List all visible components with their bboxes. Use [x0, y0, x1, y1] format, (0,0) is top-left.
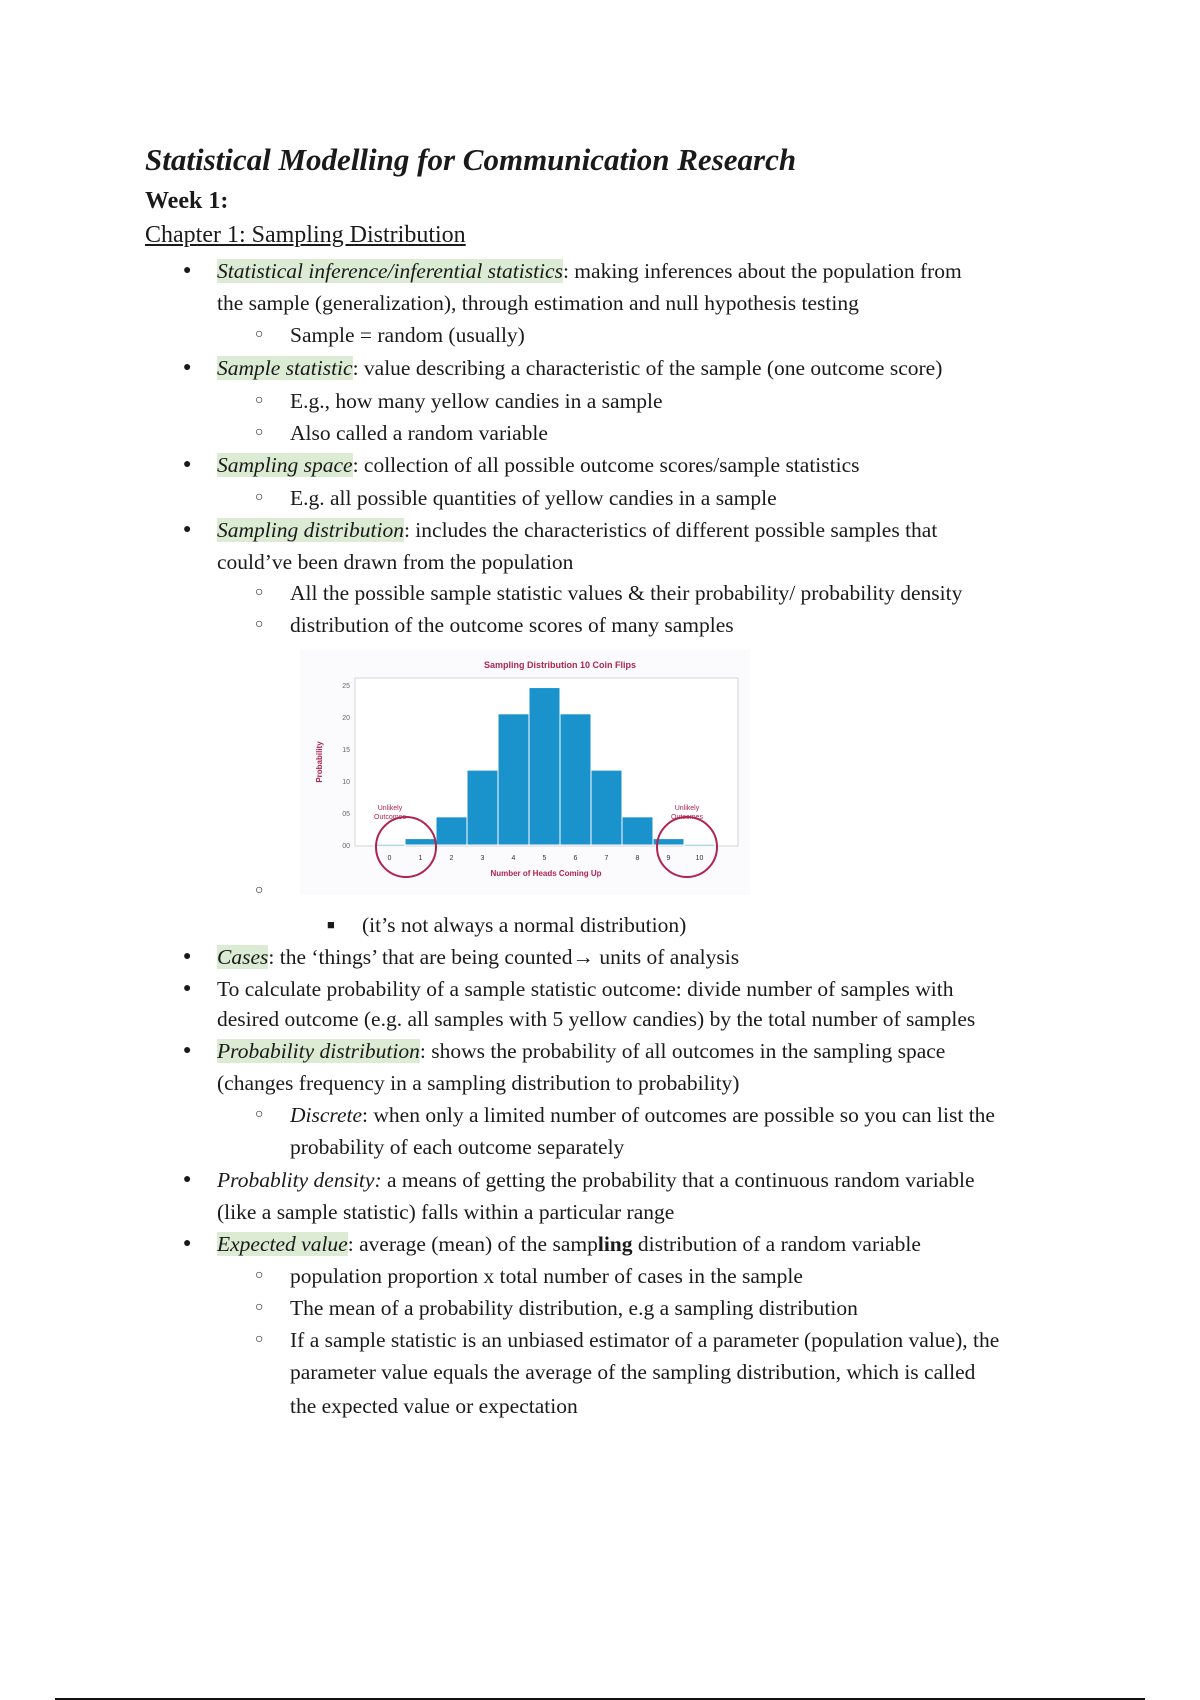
list-item: Statistical inference/inferential statistics: making inferences about the population from [217, 259, 962, 283]
circle-bullet-icon: ○ [255, 393, 264, 408]
bullet-icon: ● [183, 1236, 192, 1251]
circle-bullet-icon: ○ [255, 425, 264, 440]
bar-2 [436, 817, 467, 845]
bar-10 [684, 844, 715, 846]
list-item: Probablity density: a means of getting the probability that a continuous random variable [217, 1168, 975, 1192]
list-item: Sampling distribution: includes the characteristics of different possible samples that [217, 518, 938, 542]
list-item-continuation: could’ve been drawn from the population [217, 550, 574, 574]
circle-bullet-icon: ○ [255, 1268, 264, 1283]
y-tick-label: 05 [342, 811, 350, 818]
list-item-continuation: the expected value or expectation [290, 1394, 578, 1418]
circle-bullet-icon: ○ [255, 490, 264, 505]
list-item: Also called a random variable [290, 421, 548, 445]
document-title: Statistical Modelling for Communication Research [145, 142, 797, 177]
y-tick-label: 20 [342, 715, 350, 722]
bullet-icon: ● [183, 1043, 192, 1058]
bullet-icon: ● [183, 263, 192, 278]
bar-1 [405, 839, 436, 845]
chart-title: Sampling Distribution 10 Coin Flips [483, 660, 637, 670]
list-item-continuation: desired outcome (e.g. all samples with 5 yellow candies) by the total number of samples [217, 1007, 976, 1031]
square-bullet-icon: ■ [327, 917, 335, 932]
list-item-continuation: parameter value equals the average of the sampling distribution, which is called [290, 1360, 976, 1384]
bar-4 [498, 714, 529, 845]
bar-6 [560, 714, 591, 845]
list-item: Sampling space: collection of all possible outcome scores/sample statistics [217, 453, 860, 477]
list-item: Cases: the ‘things’ that are being counted→ units of analysis [217, 945, 740, 969]
x-tick-label: 1 [418, 855, 423, 862]
list-item-continuation: (like a sample statistic) falls within a particular range [217, 1200, 675, 1224]
list-item: If a sample statistic is an unbiased estimator of a parameter (population value), the [290, 1328, 1000, 1352]
list-item-continuation: probability of each outcome separately [290, 1135, 625, 1159]
x-tick-label: 4 [511, 855, 516, 862]
list-item: (it’s not always a normal distribution) [362, 913, 687, 937]
annotation-line: Unlikely [377, 805, 403, 812]
x-tick-label: 3 [480, 855, 485, 862]
annotation-line: Unlikely [674, 805, 700, 812]
list-item: E.g. all possible quantities of yellow candies in a sample [290, 486, 777, 510]
y-axis-label: Probability [315, 741, 324, 783]
y-tick-label: 25 [342, 683, 350, 690]
bullet-icon: ● [183, 522, 192, 537]
annotation-line: Outcomes [671, 814, 703, 821]
list-item: Probability distribution: shows the probability of all outcomes in the sampling space [217, 1039, 946, 1063]
list-item: distribution of the outcome scores of many samples [290, 613, 734, 637]
list-item: Expected value: average (mean) of the sampling distribution of a random variable [217, 1232, 921, 1256]
list-item: E.g., how many yellow candies in a sample [290, 389, 663, 413]
week-heading: Week 1: [145, 188, 229, 214]
bar-0 [374, 844, 405, 846]
bar-5 [529, 688, 560, 845]
x-tick-label: 5 [542, 855, 547, 862]
y-tick-label: 00 [342, 843, 350, 850]
chapter-heading: Chapter 1: Sampling Distribution [145, 222, 466, 248]
list-item: population proportion x total number of cases in the sample [290, 1264, 803, 1288]
list-item-continuation: (changes frequency in a sampling distribution to probability) [217, 1071, 740, 1095]
annotation-line: Outcomes [374, 814, 406, 821]
x-tick-label: 9 [666, 855, 671, 862]
bar-8 [622, 817, 653, 845]
x-tick-label: 8 [635, 855, 640, 862]
bullet-icon: ● [183, 981, 192, 996]
circle-bullet-icon: ○ [255, 1300, 264, 1315]
list-item: The mean of a probability distribution, e.g a sampling distribution [290, 1296, 858, 1320]
circle-bullet-icon: ○ [255, 1332, 264, 1347]
list-item: Sample statistic: value describing a characteristic of the sample (one outcome score) [217, 356, 943, 380]
bullet-icon: ● [183, 1172, 192, 1187]
list-item: All the possible sample statistic values & their probability/ probability density [290, 581, 963, 605]
circle-bullet-icon: ○ [255, 327, 264, 342]
bar-7 [591, 770, 622, 845]
circle-bullet-icon: ○ [255, 1107, 264, 1122]
list-item: Sample = random (usually) [290, 323, 525, 347]
circle-bullet-icon: ○ [255, 883, 264, 898]
y-tick-label: 15 [342, 747, 350, 754]
sampling-distribution-chart [300, 650, 750, 895]
bar-3 [467, 770, 498, 845]
x-tick-label: 2 [449, 855, 454, 862]
x-axis-label: Number of Heads Coming Up [490, 869, 602, 878]
bullet-icon: ● [183, 457, 192, 472]
x-tick-label: 7 [604, 855, 609, 862]
x-tick-label: 6 [573, 855, 578, 862]
list-item: Discrete: when only a limited number of outcomes are possible so you can list the [290, 1103, 995, 1127]
x-tick-label: 0 [387, 855, 392, 862]
circle-bullet-icon: ○ [255, 617, 264, 632]
list-item: To calculate probability of a sample statistic outcome: divide number of samples with [217, 977, 954, 1001]
y-tick-label: 10 [342, 779, 350, 786]
x-tick-label: 10 [695, 855, 704, 862]
bullet-icon: ● [183, 360, 192, 375]
circle-bullet-icon: ○ [255, 585, 264, 600]
bullet-icon: ● [183, 949, 192, 964]
list-item-continuation: the sample (generalization), through estimation and null hypothesis testing [217, 291, 859, 315]
